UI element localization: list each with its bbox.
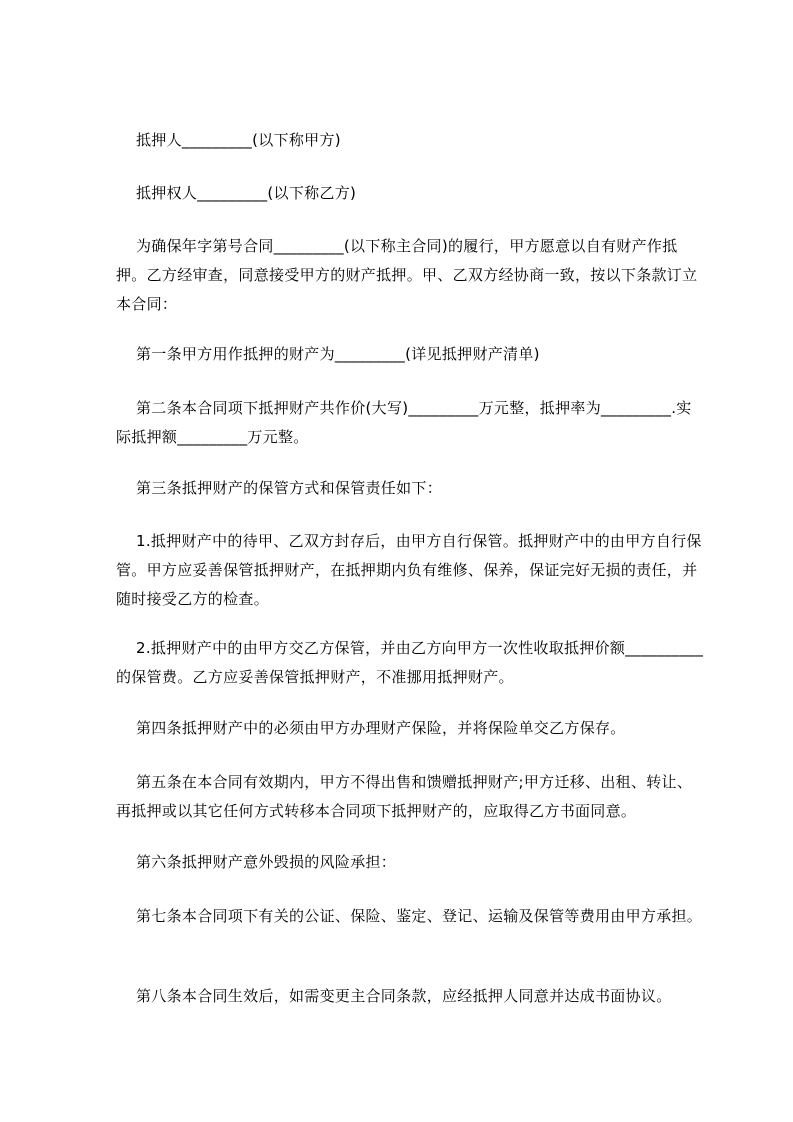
article-3-item-2: 2.抵押财产中的由甲方交乙方保管，并由乙方向甲方一次性收取抵押价额__________的保管费。乙方应妥善保管抵押财产，不准挪用抵押财产。 [116,639,704,686]
article-3-item-1: 1.抵押财产中的待甲、乙双方封存后，由甲方自行保管。抵押财产中的由甲方自行保管。甲方应妥善保管抵押财产，在抵押期内负有维修、保养，保证完好无损的责任，并随时接受乙方的检查。 [116,532,702,608]
article-1: 第一条甲方用作抵押的财产为_________(详见抵押财产清单) [136,345,540,363]
article-6: 第六条抵押财产意外毁损的风险承担： [136,853,397,871]
article-2: 第二条本合同项下抵押财产共作价(大写)_________万元整，抵押率为_________.实际抵押额_________万元整。 [116,399,692,446]
mortgagor-line: 抵押人_________(以下称甲方) [136,131,341,149]
article-8: 第八条本合同生效后，如需变更主合同条款，应经抵押人同意并达成书面协议。 [136,987,672,1005]
article-4: 第四条抵押财产中的必须由甲方办理财产保险，并将保险单交乙方保存。 [136,719,626,737]
article-7: 第七条本合同项下有关的公证、保险、鉴定、登记、运输及保管等费用由甲方承担。 [136,907,703,925]
article-5: 第五条在本合同有效期内，甲方不得出售和馈赠抵押财产;甲方迁移、出租、转让、再抵押或以其它任何方式转移本合同项下抵押财产的，应取得乙方书面同意。 [116,773,693,820]
mortgagee-line: 抵押权人_________(以下称乙方) [136,184,357,202]
article-3: 第三条抵押财产的保管方式和保管责任如下： [136,479,443,497]
preamble-paragraph: 为确保年字第号合同_________(以下称主合同)的履行，甲方愿意以自有财产作抵押。乙方经审查，同意接受甲方的财产抵押。甲、乙双方经协商一致，按以下条款订立本合同： [116,237,698,313]
